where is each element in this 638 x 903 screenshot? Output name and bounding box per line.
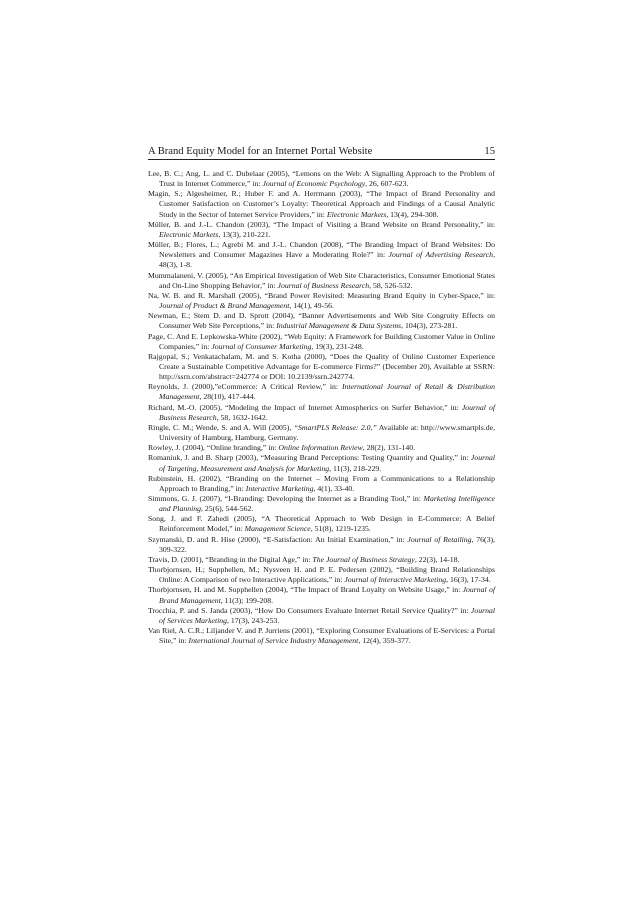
reference-details: , 13(3), 210-221. — [218, 229, 271, 239]
page-number: 15 — [484, 146, 495, 157]
reference-source: Journal of Advertising Research — [388, 250, 494, 260]
reference-source: Online Information Review — [278, 443, 363, 453]
reference-source: Industrial Management & Data Systems — [276, 321, 402, 331]
reference-entry — [148, 423, 495, 443]
reference-text: Müller, B. and J.-L. Chandon (2003), “The Impact of Visiting a Brand Website on Brand Personality,” in: — [148, 219, 495, 229]
reference-source: Electronic Markets — [326, 209, 387, 219]
reference-details: , 11(3), 218-229. — [329, 463, 382, 473]
reference-details: , 17(3), 243-253. — [227, 615, 280, 625]
reference-source: Journal of Consumer Marketing — [211, 341, 312, 351]
reference-text: Magin, S.; Algesheimer, R.; Huber F. and A. Herrmann (2003), “The Impact of Brand Personality and Customer Satisfaction on Customer’s Loyalty: Theoretical Approach and Findings of a Causal Analytic Study in the Sector of Internet Service Providers,” in: — [148, 189, 495, 219]
reference-entry — [148, 453, 495, 473]
reference-details: , 25(6), 544-562. — [200, 504, 254, 514]
reference-entry — [148, 291, 495, 311]
reference-details: , 51(8), 1219-1235. — [310, 524, 371, 534]
reference-entry — [148, 220, 495, 240]
reference-text: Simmons, G. J. (2007), “I-Branding: Developing the Internet as a Branding Tool,” in: — [148, 494, 424, 503]
reference-details: , 58, 526-532. — [369, 280, 413, 290]
reference-entry — [148, 443, 495, 453]
reference-source: Electronic Markets — [159, 229, 219, 239]
reference-text: Lee, B. C.; Ang, L. and C. Dubelaar (2005), “Lemons on the Web: A Signalling Approach to the Problem of Trust in Internet Commerce,” in: — [148, 169, 495, 189]
reference-details: , 26, 607-623. — [365, 179, 409, 189]
reference-source: International Journal of Retail & Distribution Management — [159, 382, 496, 402]
reference-text: Ringle, C. M.; Wende, S. and A. Will (2005), — [148, 422, 294, 432]
reference-source: Journal of Brand Management — [159, 585, 496, 605]
running-header — [148, 146, 495, 160]
reference-entry — [148, 332, 495, 352]
reference-text: Van Riel, A. C.R.; Liljander V. and P. Jurriens (2001), “Exploring Consumer Evaluations of E-Services: a Portal Site,” in: — [148, 626, 495, 646]
reference-entry — [148, 606, 495, 626]
reference-details: , 22(3), 14-18. — [414, 554, 460, 564]
reference-entry — [148, 474, 495, 494]
reference-entry — [148, 535, 495, 555]
reference-details: , 28(10), 417-444. — [199, 392, 256, 402]
reference-entry — [148, 311, 495, 331]
reference-source: Management Science — [244, 524, 311, 534]
reference-details: Available at: http://www.smartpls.de, University of Hamburg, Hamburg, Germany. — [159, 422, 496, 443]
reference-text: Romaniuk, J. and B. Sharp (2003), “Measuring Brand Perceptions: Testing Quantity and Quality,” in: — [148, 453, 471, 463]
reference-entry — [148, 169, 495, 189]
reference-entry — [148, 189, 495, 219]
reference-source: Journal of Retailing — [407, 534, 472, 544]
reference-source: Journal of Economic Psychology — [262, 179, 366, 189]
reference-list — [148, 169, 495, 646]
reference-entry — [148, 565, 495, 585]
reference-text: Müller, B.; Flores, L.; Agrebi M. and J.-L. Chandon (2008), “The Branding Impact of Brand Websites: Do Newsletters and Consumer Magazines Have a Moderating Role?” in: — [148, 240, 495, 260]
reference-details: , 28(2), 131-140. — [362, 443, 416, 453]
reference-entry — [148, 352, 495, 382]
reference-source: Journal of Targeting, Measurement and Analysis for Marketing — [159, 453, 495, 473]
reference-details: , 12(4), 359-377. — [358, 636, 411, 646]
reference-text: Rowley, J. (2004), “Online branding,” in: — [148, 443, 279, 453]
reference-entry — [148, 240, 495, 270]
reference-details: , 14(1), 49-56. — [289, 301, 334, 311]
reference-text: Travis, D. (2001), “Branding in the Digital Age,” in: — [148, 554, 313, 564]
reference-text: Trocchia, P. and S. Janda (2003), “How Do Consumers Evaluate Internet Retail Service Quality?” in: — [148, 605, 471, 615]
reference-source: “SmartPLS Release: 2.0,” — [293, 422, 377, 432]
reference-details: , 104(3), 273-281. — [401, 321, 458, 331]
reference-source: Journal of Business Research — [159, 402, 495, 422]
reference-text: Song, J. and F. Zahedi (2005), “A Theoretical Approach to Web Design in E-Commerce: A Belief Reinforcement Model,” in: — [148, 514, 495, 534]
reference-text: Richard, M.-O. (2005), “Modeling the Impact of Internet Atmospherics on Surfer Behavior,” in: — [148, 402, 462, 412]
reference-details: , 76(3), 309-322. — [159, 534, 495, 554]
reference-details: , 58, 1632-1642. — [216, 412, 268, 422]
reference-details: , 13(4), 294-308. — [386, 209, 439, 219]
reference-entry — [148, 626, 495, 646]
reference-source: Journal of Interactive Marketing — [344, 575, 447, 585]
reference-text: Rubinstein, H. (2002), “Branding on the Internet – Moving From a Communications to a Relationship Approach to Branding,” in: — [148, 473, 495, 493]
reference-entry — [148, 555, 495, 565]
running-title: A Brand Equity Model for an Internet Portal Website — [148, 146, 373, 157]
reference-entry — [148, 494, 495, 514]
reference-text: Page, C. And E. Lepkowska-White (2002), “Web Equity: A Framework for Building Customer Value in Online Companies,” in: — [148, 331, 495, 351]
reference-source: Marketing Intelligence and Planning — [159, 494, 495, 514]
reference-source: Journal of Business Research — [277, 280, 370, 290]
reference-source: Journal of Product & Brand Management — [159, 301, 290, 311]
reference-text: Mummalaneni, V. (2005), “An Empirical Investigation of Web Site Characteristics, Consumer Emotional States and On-Line Shopping Behavior,” in: — [148, 270, 495, 290]
reference-details: , 16(3), 17-34. — [446, 575, 491, 585]
reference-entry — [148, 382, 495, 402]
reference-source: International Journal of Service Industry Management — [188, 636, 359, 646]
reference-details: , 48(3), 1-8. — [159, 250, 495, 270]
reference-entry — [148, 403, 495, 423]
reference-source: The Journal of Business Strategy — [312, 554, 415, 564]
reference-source: Journal of Services Marketing — [159, 605, 495, 625]
reference-details: , 11(3); 199-208. — [220, 595, 274, 605]
reference-details: , 4(1), 33-40. — [313, 483, 355, 493]
reference-entry — [148, 585, 495, 605]
reference-details: , 19(3), 231-248. — [311, 341, 364, 351]
reference-text: Newman, E.; Stem D. and D. Sprott (2004), “Banner Advertisements and Web Site Congruity Effects on Consumer Web Site Perceptions,” in: — [148, 311, 495, 331]
reference-text: Thorbjornsen, H. and M. Supphellen (2004), “The Impact of Brand Loyalty on Website Usage,” in: — [148, 585, 463, 595]
reference-source: Interactive Marketing — [245, 483, 314, 493]
reference-entry — [148, 271, 495, 291]
reference-text: Na, W. B. and R. Marshall (2005), “Brand Power Revisited: Measuring Brand Equity in Cyber-Space,” in: — [148, 290, 495, 300]
page-content — [148, 146, 495, 646]
reference-text: Thorbjornsen, H.; Supphellen, M.; Nysveen H. and P. E. Pedersen (2002), “Building Brand Relationships Online: A Comparison of two Interactive Applications,” in: — [148, 565, 495, 585]
reference-text: Szymanski, D. and R. Hise (2000), “E-Satisfaction: An Initial Examination,” in: — [148, 534, 408, 544]
reference-text: Reynolds, J. (2000),”eCommerce: A Critical Review,” in: — [148, 382, 342, 392]
reference-text: Rajgopal, S.; Venkatachalam, M. and S. Kotha (2000), “Does the Quality of Online Customer Experience Create a Sustainable Competitive Advantage for E-commerce Firms?” (December 20), Available at SSRN: http://ssrn.com/abstract=242774 or DOI: 10.2139/ssrn.242774. — [148, 351, 495, 382]
reference-entry — [148, 514, 495, 534]
